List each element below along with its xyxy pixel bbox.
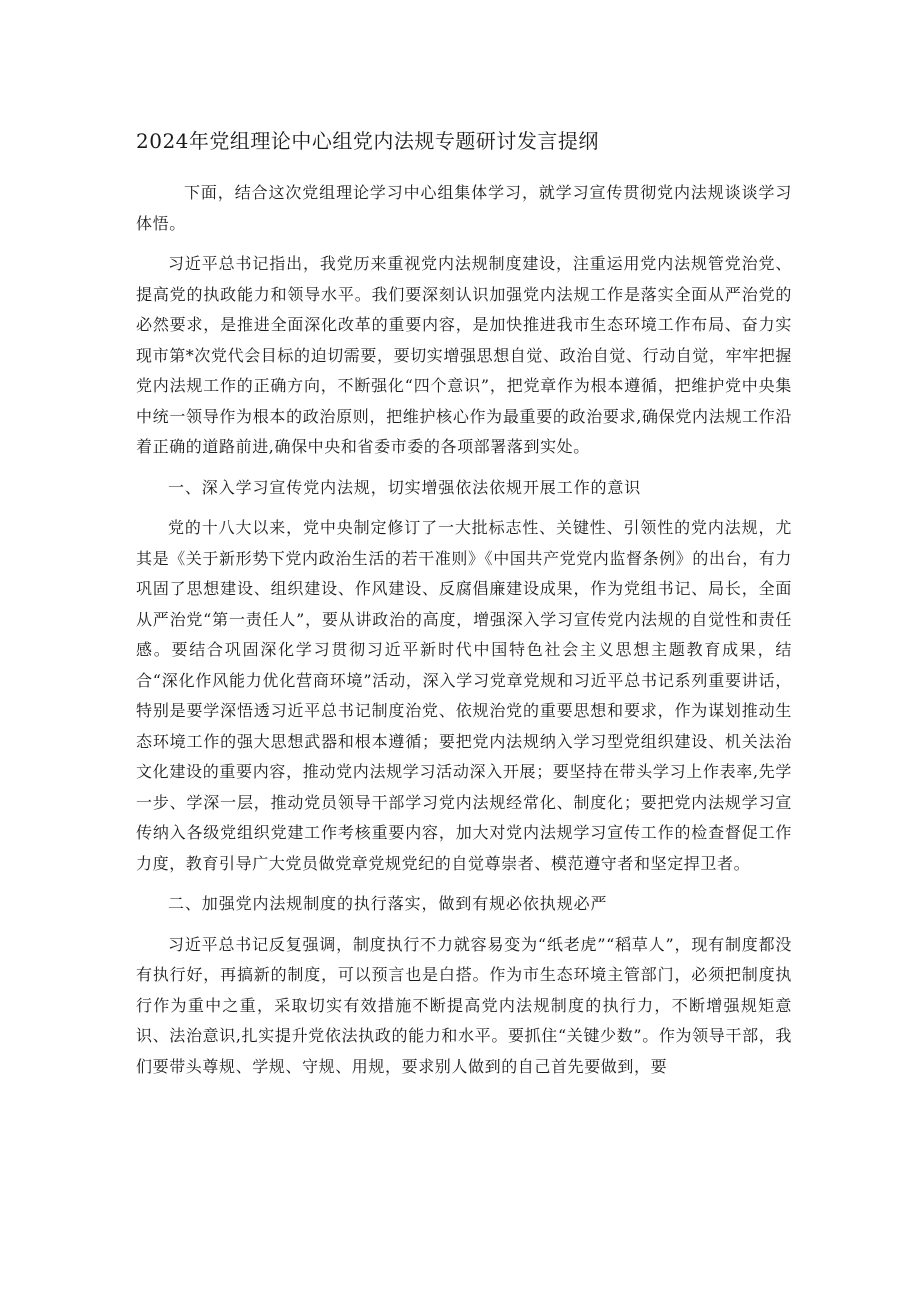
document-body	[136, 178, 792, 1092]
document-title: 2024年党组理论中心组党内法规专题研讨发言提纲	[136, 129, 599, 153]
section-heading-1: 一、深入学习宣传党内法规，切实增强依法依规开展工作的意识	[168, 477, 642, 497]
body-paragraph: 习近平总书记反复强调，制度执行不力就容易变为“纸老虎”“稻草人”，现有制度都没有执行好，再搞新的制度，可以预言也是白搭。作为市生态环境主管部门，必须把制度执行作为重中之重，采取切实有效措施不断提高党内法规制度的执行力，不断增强规矩意识、法治意识,扎实提升党依法执政的能力和水平。要抓住“关键少数”。作为领导干部，我们要带头尊规、学规、守规、用规，要求别人做到的自己首先要做到，要	[136, 934, 792, 1076]
body-paragraph: 党的十八大以来，党中央制定修订了一大批标志性、关键性、引领性的党内法规，尤其是《关于新形势下党内政治生活的若干准则》《中国共产党党内监督条例》的出台，有力巩固了思想建设、组织建设、作风建设、反腐倡廉建设成果，作为党组书记、局长，全面从严治党“第一责任人”，要从讲政治的高度，增强深入学习宣传党内法规的自觉性和责任感。要结合巩固深化学习贯彻习近平新时代中国特色社会主义思想主题教育成果，结合“深化作风能力优化营商环境”活动，深入学习党章党规和习近平总书记系列重要讲话，特别是要学深悟透习近平总书记制度治党、依规治党的重要思想和要求，作为谋划推动生态环境工作的强大思想武器和根本遵循；要把党内法规纳入学习型党组织建设、机关法治文化建设的重要内容，推动党内法规学习活动深入开展；要坚持在带头学习上作表率,先学一步、学深一层，推动党员领导干部学习党内法规经常化、制度化；要把党内法规学习宣传纳入各级党组织党建工作考核重要内容，加大对党内法规学习宣传工作的检查督促工作力度，教育引导广大党员做党章党规党纪的自觉尊崇者、模范遵守者和坚定捍卫者。	[136, 518, 793, 873]
body-paragraph: 习近平总书记指出，我党历来重视党内法规制度建设，注重运用党内法规管党治党、提高党的执政能力和领导水平。我们要深刻认识加强党内法规工作是落实全面从严治党的必然要求，是推进全面深化改革的重要内容，是加快推进我市生态环境工作布局、奋力实现市第*次党代会目标的迫切需要，要切实增强思想自觉、政治自觉、行动自觉，牢牢把握党内法规工作的正确方向，不断强化“四个意识”，把党章作为根本遵循，把维护党中央集中统一领导作为根本的政治原则，把维护核心作为最重要的政治要求,确保党内法规工作沿着正确的道路前进,确保中央和省委市委的各项部署落到实处。	[136, 254, 793, 456]
intro-paragraph: 下面，结合这次党组理论学习中心组集体学习，就学习宣传贯彻党内法规谈谈学习体悟。	[136, 183, 792, 233]
section-heading-2: 二、加强党内法规制度的执行落实，做到有规必依执规必严	[168, 894, 608, 913]
